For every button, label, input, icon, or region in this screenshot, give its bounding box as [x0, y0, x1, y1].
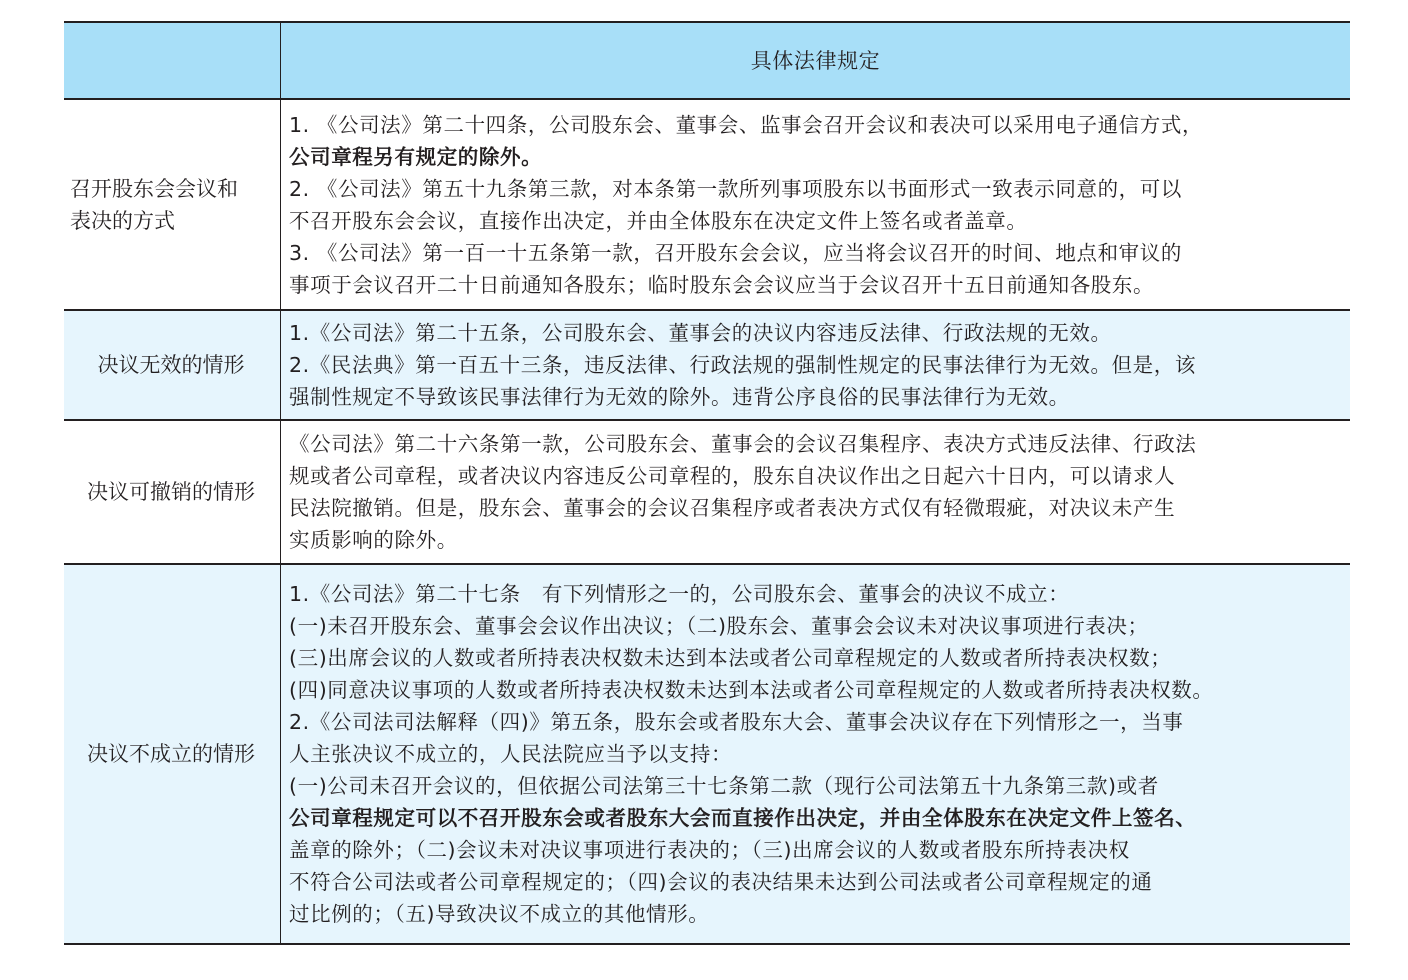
header-category-cell — [64, 22, 281, 99]
provision-line: 1. 《公司法》第二十四条，公司股东会、董事会、监事会召开会议和表决可以采用电子通信方式， — [289, 112, 1204, 137]
provision-line: 2.《民法典》第一百五十三条，违反法律、行政法规的强制性规定的民事法律行为无效。但是，该 — [289, 353, 1196, 377]
provision-line: 3. 《公司法》第一百一十五条第一款，召开股东会会议，应当将会议召开的时间、地点和审议的 — [289, 240, 1182, 265]
provision-line: 规或者公司章程，或者决议内容违反公司章程的，股东自决议作出之日起六十日内，可以请求人 — [289, 464, 1176, 488]
table-row-invalid-resolution — [64, 310, 1350, 420]
provision-line: 1.《公司法》第二十五条，公司股东会、董事会的决议内容违反法律、行政法规的无效。 — [289, 321, 1112, 345]
table-row-unestablished-resolution — [64, 564, 1350, 944]
category-cell — [64, 99, 281, 310]
provision-line: 实质影响的除外。 — [289, 528, 458, 552]
provision-line: 民法院撤销。但是，股东会、董事会的会议召集程序或者表决方式仅有轻微瑕疵，对决议未产生 — [289, 496, 1176, 520]
category-text: 召开股东会会议和 — [70, 176, 238, 201]
provisions-cell — [281, 564, 1351, 944]
category-text: 表决的方式 — [70, 208, 175, 233]
category-text: 决议无效的情形 — [97, 353, 245, 377]
table-row-meeting-method — [64, 99, 1350, 310]
provision-line: (四)同意决议事项的人数或者所持表决权数未达到本法或者公司章程规定的人数或者所持表决权数。 — [289, 678, 1214, 702]
provision-line: 人主张决议不成立的，人民法院应当予以支持： — [289, 742, 733, 766]
category-text: 决议不成立的情形 — [87, 742, 255, 766]
provision-line: 盖章的除外；（二)会议未对决议事项进行表决的；（三)出席会议的人数或者股东所持表决权 — [289, 838, 1130, 862]
provision-line: 公司章程规定可以不召开股东会或者股东大会而直接作出决定，并由全体股东在决定文件上签名、 — [289, 806, 1197, 830]
table-row-revocable-resolution — [64, 420, 1350, 564]
category-text: 决议可撤销的情形 — [87, 480, 255, 504]
provision-line: 《公司法》第二十六条第一款，公司股东会、董事会的会议召集程序、表决方式违反法律、行政法 — [289, 432, 1197, 456]
category-cell — [64, 564, 281, 944]
provision-line: (一)公司未召开会议的，但依据公司法第三十七条第二款（现行公司法第五十九条第三款)或者 — [289, 774, 1159, 798]
provisions-cell — [281, 310, 1351, 420]
provision-line: (一)未召开股东会、董事会会议作出决议；（二)股东会、董事会会议未对决议事项进行表决； — [289, 614, 1149, 638]
provisions-cell — [281, 420, 1351, 564]
provision-line: 过比例的；（五)导致决议不成立的其他情形。 — [289, 902, 710, 926]
provision-line: (三)出席会议的人数或者所持表决权数未达到本法或者公司章程规定的人数或者所持表决权数； — [289, 646, 1172, 670]
header-provisions-cell: 具体法律规定 — [750, 48, 881, 73]
legal-provisions-table — [64, 21, 1350, 945]
provision-line: 强制性规定不导致该民事法律行为无效的除外。违背公序良俗的民事法律行为无效。 — [289, 385, 1070, 409]
provision-line: 1.《公司法》第二十七条 有下列情形之一的，公司股东会、董事会的决议不成立： — [289, 582, 1070, 606]
category-cell — [64, 310, 281, 420]
provision-line: 不召开股东会会议，直接作出决定，并由全体股东在决定文件上签名或者盖章。 — [289, 208, 1028, 233]
category-cell — [64, 420, 281, 564]
provisions-cell — [281, 99, 1351, 310]
provision-line: 事项于会议召开二十日前通知各股东；临时股东会会议应当于会议召开十五日前通知各股东。 — [289, 272, 1155, 297]
provision-line: 2. 《公司法》第五十九条第三款，对本条第一款所列事项股东以书面形式一致表示同意的，可以 — [289, 176, 1182, 201]
provision-line: 公司章程另有规定的除外。 — [289, 144, 543, 169]
provision-line: 不符合公司法或者公司章程规定的；（四)会议的表决结果未达到公司法或者公司章程规定的通 — [289, 870, 1153, 894]
table-header-row — [64, 22, 1350, 99]
provision-line: 2.《公司法司法解释（四)》第五条，股东会或者股东大会、董事会决议存在下列情形之一，当事 — [289, 710, 1184, 734]
